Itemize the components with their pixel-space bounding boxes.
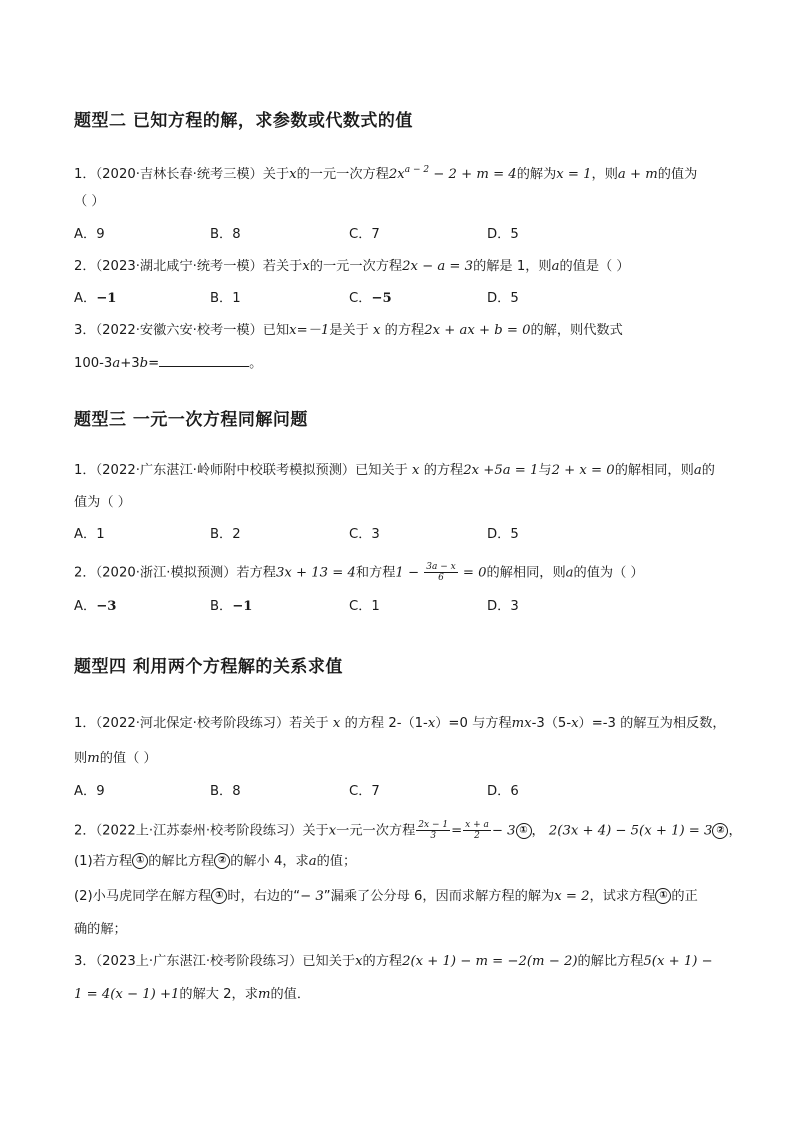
option-c[interactable]: C．1 (349, 599, 380, 614)
fraction: $\frac{3a - x}{6}$ (426, 562, 456, 583)
option-c[interactable]: C．3 (349, 527, 380, 542)
option-b[interactable]: B．8 (210, 784, 241, 799)
option-d[interactable]: D．6 (487, 784, 519, 799)
option-a[interactable]: A．1 (74, 527, 105, 542)
question-4-3-line2: 1 = 4(x − 1) +1的解大 2，求m的值． (74, 987, 311, 1002)
question-4-2: 2．（2022上·江苏泰州·校考阶段练习）关于x一元一次方程 $\frac{2x - 1}{3}$ = $\frac{x + a}{2}$ − 3 ① ， 2(3x + 4) − 5(x + 1) = 3 ② ， (74, 820, 742, 841)
option-c[interactable]: C．−5 (349, 291, 392, 306)
option-a[interactable]: A．9 (74, 227, 105, 242)
option-d[interactable]: D．5 (487, 227, 519, 242)
option-d[interactable]: D．5 (487, 527, 519, 542)
option-d[interactable]: D．5 (487, 291, 519, 306)
question-4-1: 1．（2022·河北保定·校考阶段练习）若关于 x 的方程 2-（1-x）=0 与方程mx-3（5-x）=-3 的解互为相反数， (74, 716, 726, 731)
option-b[interactable]: B．8 (210, 227, 241, 242)
question-4-3: 3．（2023上·广东湛江·校考阶段练习）已知关于x的方程2(x + 1) − m = −2(m − 2)的解比方程5(x + 1) − (74, 954, 713, 969)
option-b[interactable]: B．−1 (210, 599, 253, 614)
option-b[interactable]: B．2 (210, 527, 241, 542)
question-3-1: 1．（2022·广东湛江·岭师附中校联考模拟预测）已知关于 x 的方程2x +5a = 1与2 + x = 0的解相同，则a的 (74, 463, 715, 478)
question-4-1-line2: 则m的值（ ） (74, 751, 157, 766)
fraction: $\frac{x + a}{2}$ (465, 820, 489, 841)
option-d[interactable]: D．3 (487, 599, 519, 614)
question-4-2-part2-line2: 确的解； (74, 922, 127, 937)
section-title-type4: 题型四 利用两个方程解的关系求值 (74, 657, 343, 677)
question-4-2-part2: (2)小马虎同学在解方程 ① 时，右边的“− 3”漏乘了公分母 6，因而求解方程的解为x = 2，试求方程 ① 的正 (74, 889, 698, 904)
option-a[interactable]: A．9 (74, 784, 105, 799)
option-c[interactable]: C．7 (349, 227, 380, 242)
question-2-2: 2．（2023·湖北咸宁·统考一模）若关于x的一元一次方程2x − a = 3的解是 1，则a的值是（ ） (74, 259, 630, 274)
option-a[interactable]: A．−1 (74, 291, 117, 306)
section-title-type2: 题型二 已知方程的解，求参数或代数式的值 (74, 111, 413, 131)
question-4-2-part1: (1)若方程 ① 的解比方程 ② 的解小 4，求a的值； (74, 854, 357, 869)
option-b[interactable]: B．1 (210, 291, 241, 306)
option-a[interactable]: A．−3 (74, 599, 117, 614)
answer-blank[interactable] (159, 354, 249, 367)
fraction: $\frac{2x - 1}{3}$ (418, 820, 449, 841)
section-title-type3: 题型三 一元一次方程同解问题 (74, 410, 308, 430)
question-2-1: 1．（2020·吉林长春·统考三模）关于x的一元一次方程$2x^{a - 2} - 2 + m = 4$的解为x = 1，则a + m的值为 (74, 165, 698, 182)
question-3-1-line2: 值为（ ） (74, 495, 131, 510)
question-2-3-line2: 100-3a+3b= 。 (74, 356, 263, 371)
question-2-1-paren: （ ） (74, 194, 105, 209)
option-c[interactable]: C．7 (349, 784, 380, 799)
question-2-3: 3．（2022·安徽六安·校考一模）已知x=－1是关于 x 的方程2x + ax + b = 0的解，则代数式 (74, 323, 623, 338)
question-3-2: 2．（2020·浙江·模拟预测）若方程3x + 13 = 4和方程1 − $\frac{3a - x}{6}$ = 0的解相同，则a的值为（ ） (74, 562, 644, 583)
